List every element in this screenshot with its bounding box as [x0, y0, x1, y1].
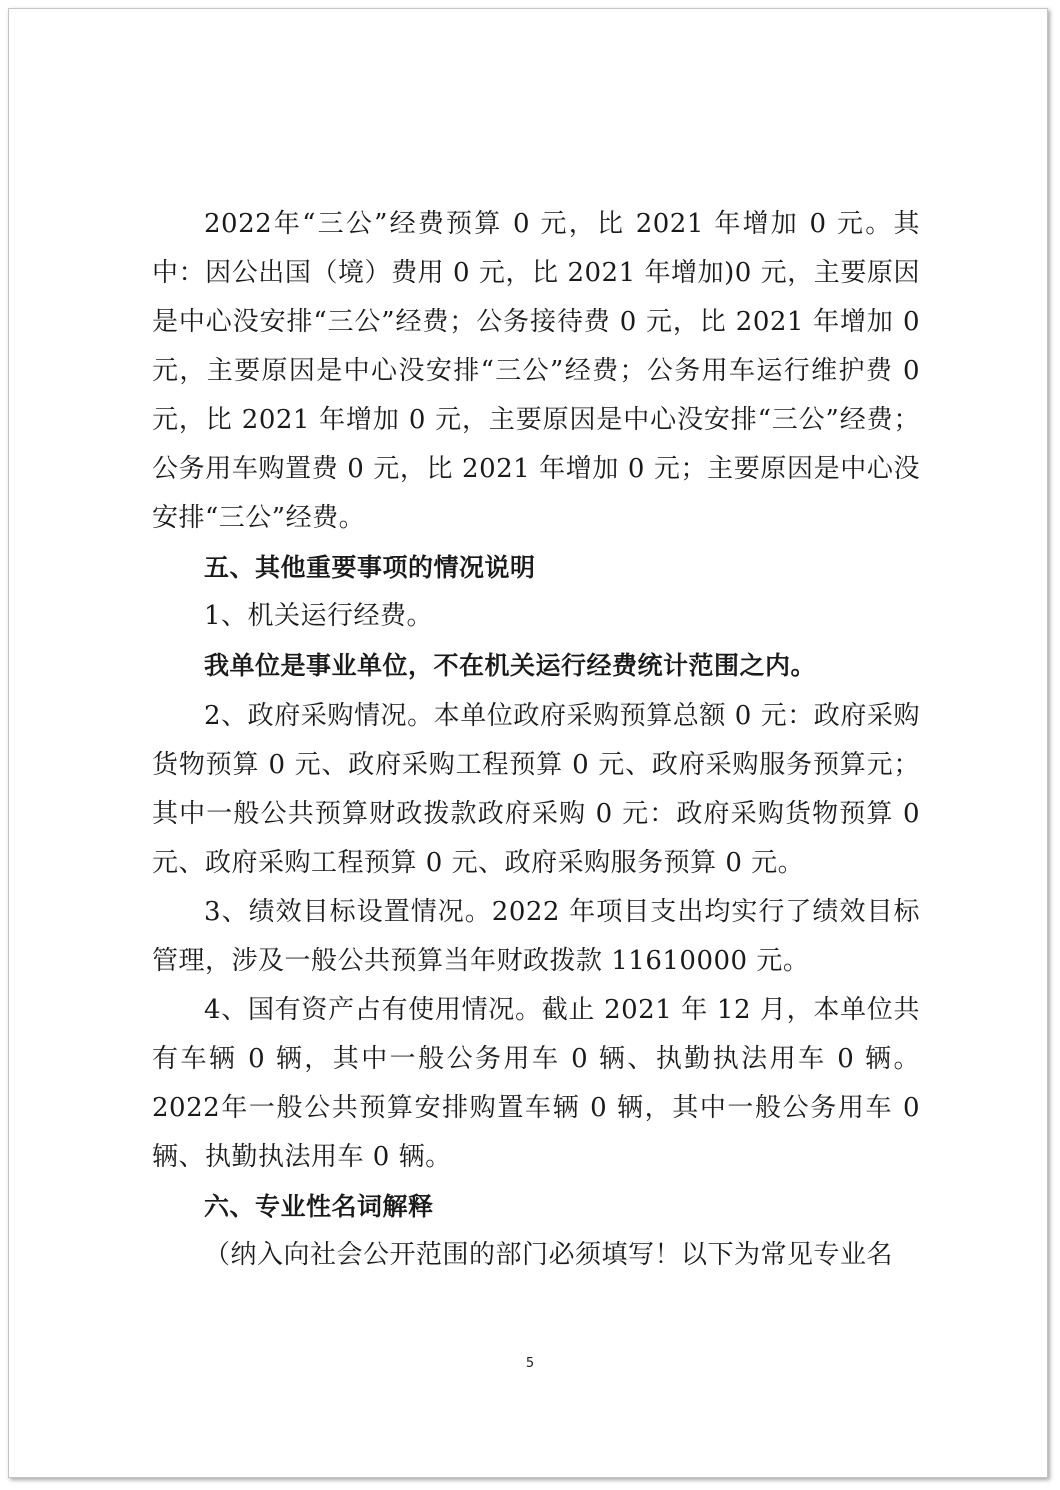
page-number: 5: [525, 1356, 535, 1371]
paragraph-performance-targets: 3、绩效目标设置情况。2022 年项目支出均实行了绩效目标管理，涉及一般公共预算当年财政拨款 11610000 元。: [152, 897, 920, 976]
paragraph-government-procurement: 2、政府采购情况。本单位政府采购预算总额 0 元：政府采购货物预算 0 元、政府采购工程预算 0 元、政府采购服务预算元；其中一般公共预算财政拨款政府采购 0 元：政府采购货物预算 0元、政府采购工程预算 0 元、政府采购服务预算 0 元。: [152, 701, 920, 878]
paragraph-institution-note: 我单位是事业单位，不在机关运行经费统计范围之内。: [204, 651, 817, 680]
paragraph-three-public-funds: 2022年“三公”经费预算 0 元，比 2021 年增加 0 元。其中：因公出国（境）费用 0 元，比 2021 年增加)0 元，主要原因是中心没安排“三公”经费；公务接待费 0 元，比 2021 年增加 0 元，主要原因是中心没安排“三公”经费；公务用车运行维护费 0 元，比 2021 年增加 0 元，主要原因是中心没安排“三公”经费；公务用车购置费 0 元，比 2021 年增加 0 元；主要原因是中心没安排“三公”经费。: [152, 209, 920, 533]
document-body: [152, 200, 920, 1280]
paragraph-state-assets: 4、国有资产占有使用情况。截止 2021 年 12 月，本单位共有车辆 0 辆，其中一般公务用车 0 辆、执勤执法用车 0 辆。2022年一般公共预算安排购置车辆 0 辆，其中一般公务用车 0 辆、执勤执法用车 0 辆。: [152, 995, 920, 1172]
section-heading-five: 五、其他重要事项的情况说明: [204, 553, 536, 582]
section-heading-six: 六、专业性名词解释: [204, 1192, 434, 1221]
paragraph-operating-funds: 1、机关运行经费。: [204, 601, 434, 631]
paragraph-terms-intro: （纳入向社会公开范围的部门必须填写！以下为常见专业名: [204, 1240, 894, 1270]
